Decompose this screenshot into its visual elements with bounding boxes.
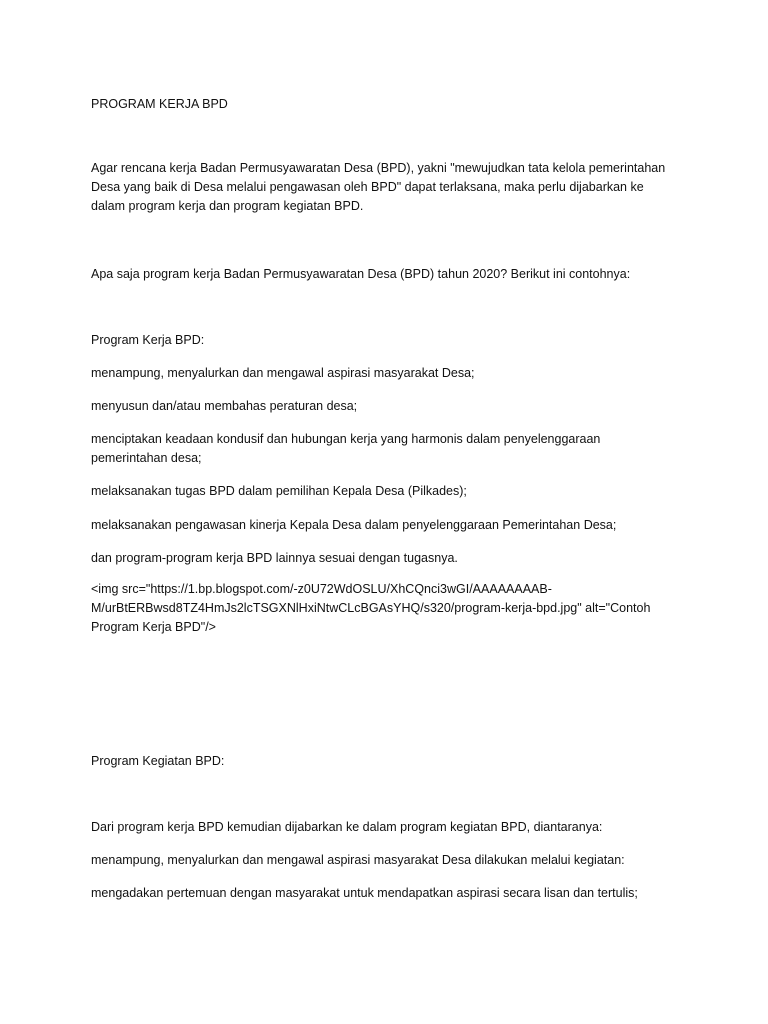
list-item: melaksanakan tugas BPD dalam pemilihan Kepala Desa (Pilkades); <box>91 484 467 498</box>
list-item: menciptakan keadaan kondusif dan hubungan kerja yang harmonis dalam penyelenggaraan pemerintahan desa; <box>91 432 601 465</box>
program-kegiatan-heading: Program Kegiatan BPD: <box>91 754 225 768</box>
question-paragraph: Apa saja program kerja Badan Permusyawaratan Desa (BPD) tahun 2020? Berikut ini contohnya: <box>91 267 631 281</box>
list-item: menampung, menyalurkan dan mengawal aspirasi masyarakat Desa dilakukan melalui kegiatan: <box>91 853 625 867</box>
list-item: menampung, menyalurkan dan mengawal aspirasi masyarakat Desa; <box>91 366 475 380</box>
list-item: mengadakan pertemuan dengan masyarakat untuk mendapatkan aspirasi secara lisan dan tertulis; <box>91 886 638 900</box>
document-title: PROGRAM KERJA BPD <box>91 97 228 111</box>
intro-paragraph: Agar rencana kerja Badan Permusyawaratan Desa (BPD), yakni "mewujudkan tata kelola pemerintahan Desa yang baik di Desa melalui pengawasan oleh BPD" dapat terlaksana, maka perlu dijabarkan ke dalam program kerja dan program kegiatan BPD. <box>91 161 666 213</box>
list-item: melaksanakan pengawasan kinerja Kepala Desa dalam penyelenggaraan Pemerintahan Desa; <box>91 518 617 532</box>
image-code-snippet: <img src="https://1.bp.blogspot.com/-z0U72WdOSLU/XhCQnci3wGI/AAAAAAAAB- M/urBtERBwsd8TZ4HmJs2lcTSGXNlHxiNtwCLcBGAsYHQ/s320/program-kerja-bpd.jpg" alt="Contoh Program Kerja BPD"/> <box>91 582 651 634</box>
list-item: menyusun dan/atau membahas peraturan desa; <box>91 399 358 413</box>
kegiatan-intro-paragraph: Dari program kerja BPD kemudian dijabarkan ke dalam program kegiatan BPD, diantaranya: <box>91 820 603 834</box>
program-kerja-heading: Program Kerja BPD: <box>91 333 205 347</box>
list-item: dan program-program kerja BPD lainnya sesuai dengan tugasnya. <box>91 551 458 565</box>
